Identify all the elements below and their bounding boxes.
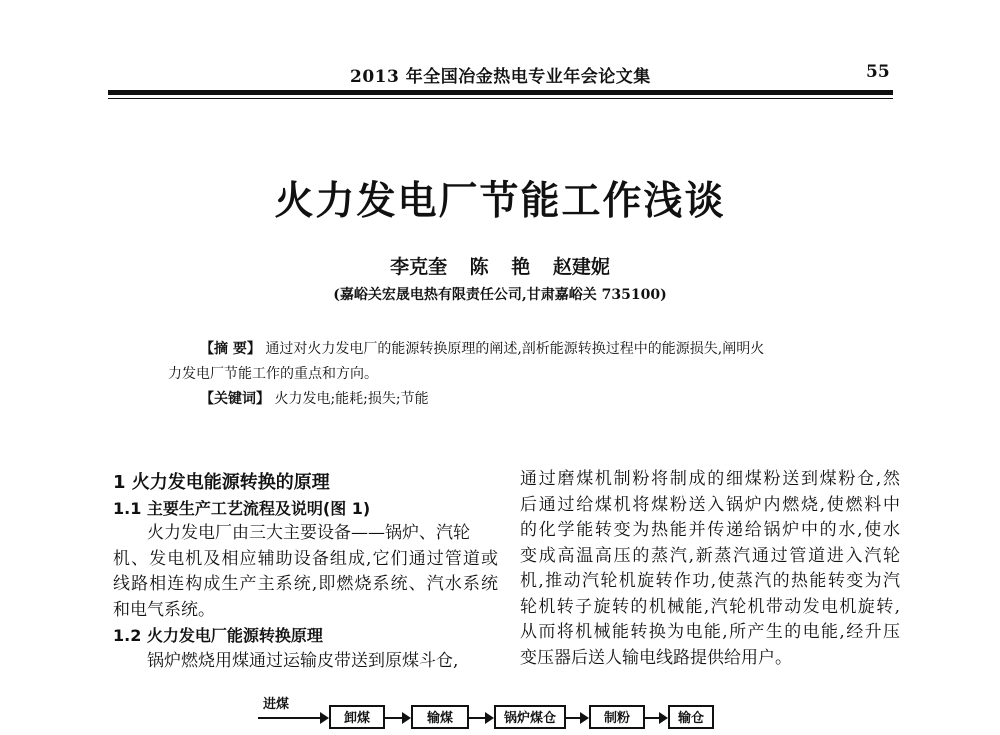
flow-box-bin: 输仓 bbox=[668, 705, 714, 729]
left-column bbox=[113, 470, 498, 674]
flow-arrow-line-0 bbox=[258, 717, 324, 719]
affiliation: (嘉峪关宏晟电热有限责任公司,甘肃嘉峪关 735100) bbox=[333, 287, 667, 303]
keywords-text: 火力发电;能耗;损失;节能 bbox=[274, 391, 429, 407]
abstract-label: 【摘 要】 bbox=[200, 341, 261, 357]
abstract-text-2: 力发电厂节能工作的重点和方向。 bbox=[168, 366, 378, 382]
header-rule-thick bbox=[108, 90, 893, 95]
para2-line-1: 锅炉燃烧用煤通过运输皮带送到原煤斗仓, bbox=[147, 650, 459, 671]
section-1-heading: 1 火力发电能源转换的原理 bbox=[113, 472, 330, 493]
flow-box-unload: 卸煤 bbox=[329, 705, 385, 729]
right-column bbox=[520, 467, 900, 671]
abstract-text-1: 通过对火力发电厂的能源转换原理的阐述,剖析能源转换过程中的能源损失,阐明火 bbox=[265, 341, 765, 357]
keywords bbox=[200, 388, 429, 408]
keywords-label: 【关键词】 bbox=[200, 391, 270, 407]
section-1-2-heading: 1.2 火力发电厂能源转换原理 bbox=[113, 626, 323, 645]
right-line-7: 从而将机械能转换为电能,所产生的电能,经升压 bbox=[520, 622, 900, 642]
section-1-1-heading: 1.1 主要生产工艺流程及说明(图 1) bbox=[113, 498, 371, 518]
right-line-1: 通过磨煤机制粉将制成的细煤粉送到煤粉仓,然 bbox=[520, 469, 900, 489]
flow-arrow-head-0 bbox=[320, 712, 329, 724]
flow-box-milling: 制粉 bbox=[589, 705, 645, 729]
authors: 李克奎 陈 艳 赵建妮 bbox=[390, 256, 610, 278]
para1-line-2: 机、发电机及相应辅助设备组成,它们通过管道或 bbox=[113, 548, 498, 569]
para1-line-4: 和电气系统。 bbox=[113, 599, 215, 620]
para1-line-1: 火力发电厂由三大主要设备——锅炉、汽轮 bbox=[147, 523, 470, 543]
right-line-2: 后通过给煤机将煤粉送入锅炉内燃烧,使燃料中 bbox=[520, 494, 900, 515]
flow-arrow-head-3 bbox=[580, 712, 589, 724]
right-line-6: 轮机转子旋转的机械能,汽轮机带动发电机旋转, bbox=[520, 596, 900, 617]
flow-arrow-head-2 bbox=[485, 712, 494, 724]
right-line-5: 机,推动汽轮机旋转作功,使蒸汽的热能转变为汽 bbox=[520, 571, 900, 591]
header-rule-thin bbox=[108, 98, 893, 99]
flow-arrow-head-1 bbox=[402, 712, 411, 724]
right-line-3: 的化学能转变为热能并传递给锅炉中的水,使水 bbox=[520, 520, 900, 540]
page-number: 55 bbox=[866, 62, 890, 82]
paper-title: 火力发电厂节能工作浅谈 bbox=[274, 178, 726, 224]
right-line-8: 变压器后送人输电线路提供给用户。 bbox=[520, 647, 792, 668]
right-line-4: 变成高温高压的蒸汽,新蒸汽通过管道进入汽轮 bbox=[520, 545, 900, 566]
flow-arrow-head-4 bbox=[659, 712, 668, 724]
flow-input-label: 进煤 bbox=[263, 697, 290, 712]
running-header-title: 2013 年全国冶金热电专业年会论文集 bbox=[350, 67, 651, 87]
flow-box-convey: 输煤 bbox=[411, 705, 469, 729]
flow-box-boiler-bunker: 锅炉煤仓 bbox=[494, 705, 566, 729]
para1-line-3: 线路相连构成生产主系统,即燃烧系统、汽水系统 bbox=[113, 574, 498, 594]
abstract-line-1 bbox=[200, 338, 764, 358]
